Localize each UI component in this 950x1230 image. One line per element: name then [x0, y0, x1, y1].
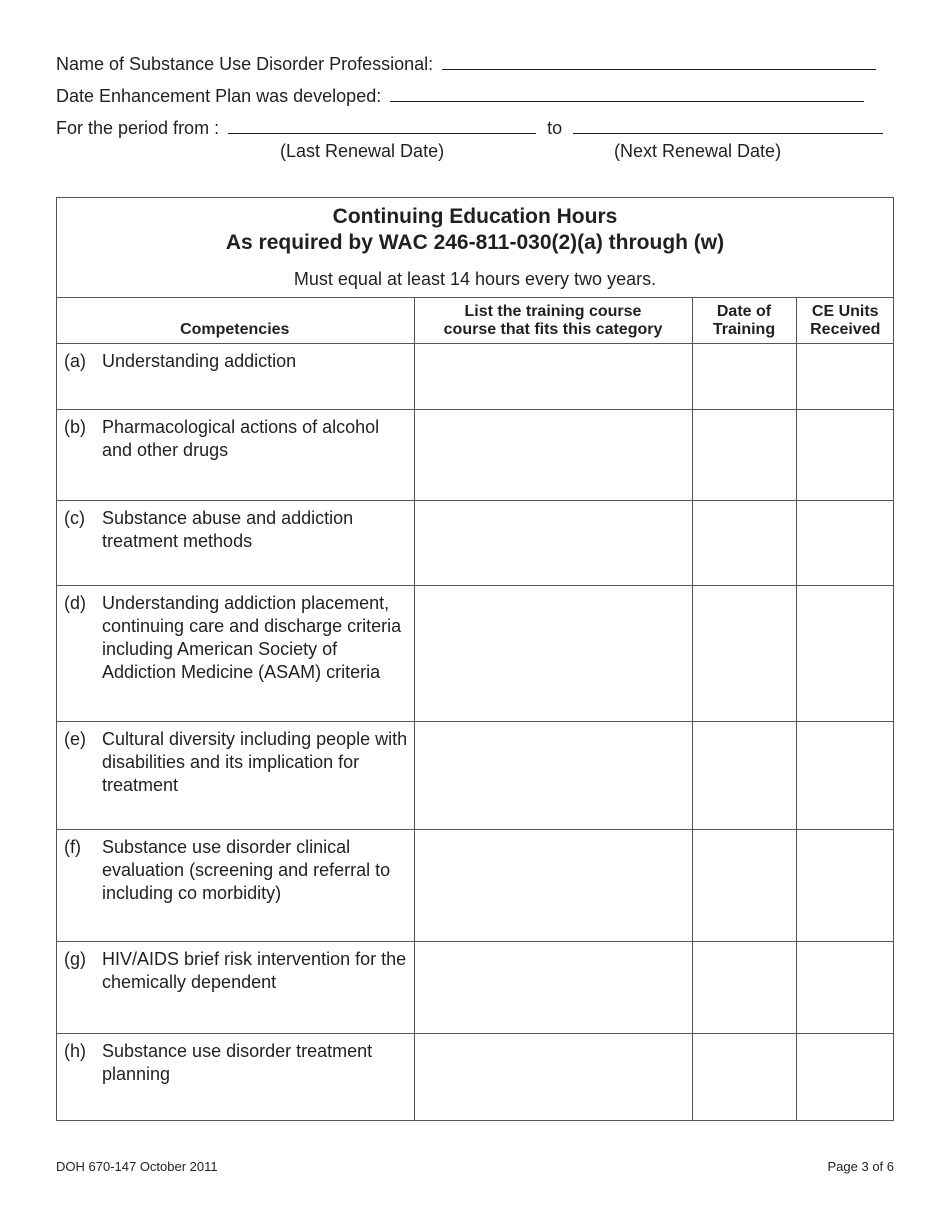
next-renewal-date-caption: (Next Renewal Date) — [614, 141, 782, 161]
competency-cell — [56, 942, 414, 1034]
table-row — [56, 501, 894, 586]
competency-text: Pharmacological actions of alcohol and other drugs — [102, 417, 380, 460]
table-row — [56, 586, 894, 722]
training-date-cell[interactable] — [692, 344, 796, 410]
competency-text: Substance abuse and addiction treatment methods — [102, 508, 354, 551]
box-header — [57, 198, 893, 298]
row-letter: (g) — [64, 949, 86, 969]
last-renewal-date-caption: (Last Renewal Date) — [280, 141, 445, 161]
training-course-cell[interactable] — [414, 722, 692, 830]
page-number-footer: Page 3 of 6 — [827, 1159, 894, 1174]
table-row — [56, 344, 894, 410]
competency-text: Substance use disorder clinical evaluation (screening and referral to including co morbidity) — [102, 837, 391, 903]
competency-text: Cultural diversity including people with disabilities and its implication for treatment — [102, 729, 408, 795]
training-course-cell[interactable] — [414, 942, 692, 1034]
row-letter: (f) — [64, 837, 81, 857]
table-row — [56, 722, 894, 830]
training-date-cell[interactable] — [692, 722, 796, 830]
training-date-cell[interactable] — [692, 501, 796, 586]
training-date-cell[interactable] — [692, 1034, 796, 1121]
box-title-line2: As required by WAC 246-811-030(2)(a) through (w) — [225, 231, 725, 254]
table-row — [56, 410, 894, 501]
plan-date-label: Date Enhancement Plan was developed: — [56, 86, 382, 106]
continuing-education-box — [56, 197, 894, 1121]
row-letter: (e) — [64, 729, 86, 749]
competency-text: Understanding addiction placement, continuing care and discharge criteria including American Society of Addiction Medicine (ASAM) criteria — [102, 593, 402, 682]
professional-name-label: Name of Substance Use Disorder Professional: — [56, 54, 434, 74]
training-course-cell[interactable] — [414, 830, 692, 942]
row-letter: (c) — [64, 508, 85, 528]
competency-text: Understanding addiction — [102, 351, 297, 371]
table-row — [56, 1034, 894, 1121]
competency-text: Substance use disorder treatment planning — [102, 1041, 373, 1084]
row-letter: (d) — [64, 593, 86, 613]
period-to-label: to — [547, 118, 563, 138]
training-course-cell[interactable] — [414, 1034, 692, 1121]
training-course-cell[interactable] — [414, 344, 692, 410]
row-letter: (b) — [64, 417, 86, 437]
competency-cell — [56, 344, 414, 410]
training-date-cell[interactable] — [692, 830, 796, 942]
competency-cell — [56, 722, 414, 830]
training-course-header: List the training course course that fits this category — [414, 298, 692, 344]
professional-name-line — [56, 52, 876, 75]
ce-units-cell[interactable] — [796, 410, 894, 501]
ce-units-cell[interactable] — [796, 586, 894, 722]
ce-units-cell[interactable] — [796, 344, 894, 410]
competency-cell — [56, 586, 414, 722]
plan-date-field[interactable] — [390, 84, 864, 102]
training-date-cell[interactable] — [692, 586, 796, 722]
next-renewal-date-field[interactable] — [573, 116, 883, 134]
competencies-header: Competencies — [56, 298, 414, 344]
training-course-cell[interactable] — [414, 410, 692, 501]
training-date-cell[interactable] — [692, 410, 796, 501]
period-line — [56, 116, 883, 139]
form-id-footer: DOH 670-147 October 2011 — [56, 1159, 218, 1174]
competency-cell — [56, 830, 414, 942]
competency-cell — [56, 501, 414, 586]
competency-cell — [56, 410, 414, 501]
training-course-cell[interactable] — [414, 501, 692, 586]
ce-units-cell[interactable] — [796, 722, 894, 830]
ce-units-cell[interactable] — [796, 942, 894, 1034]
last-renewal-date-field[interactable] — [228, 116, 536, 134]
professional-name-field[interactable] — [442, 52, 876, 70]
box-title-line1: Continuing Education Hours — [332, 205, 618, 228]
table-row — [56, 942, 894, 1034]
ce-units-cell[interactable] — [796, 1034, 894, 1121]
competency-text: HIV/AIDS brief risk intervention for the chemically dependent — [102, 949, 407, 992]
competency-cell — [56, 1034, 414, 1121]
hours-requirement-note: Must equal at least 14 hours every two years. — [293, 269, 657, 289]
ce-units-cell[interactable] — [796, 501, 894, 586]
period-from-label: For the period from : — [56, 118, 220, 138]
plan-date-line — [56, 84, 864, 107]
competency-table — [56, 297, 894, 1121]
row-letter: (h) — [64, 1041, 86, 1061]
table-header-row — [56, 298, 894, 344]
date-of-training-header: Date of Training — [692, 298, 796, 344]
training-date-cell[interactable] — [692, 942, 796, 1034]
row-letter: (a) — [64, 351, 86, 371]
table-row — [56, 830, 894, 942]
training-course-cell[interactable] — [414, 586, 692, 722]
ce-units-header: CE Units Received — [796, 298, 894, 344]
ce-units-cell[interactable] — [796, 830, 894, 942]
